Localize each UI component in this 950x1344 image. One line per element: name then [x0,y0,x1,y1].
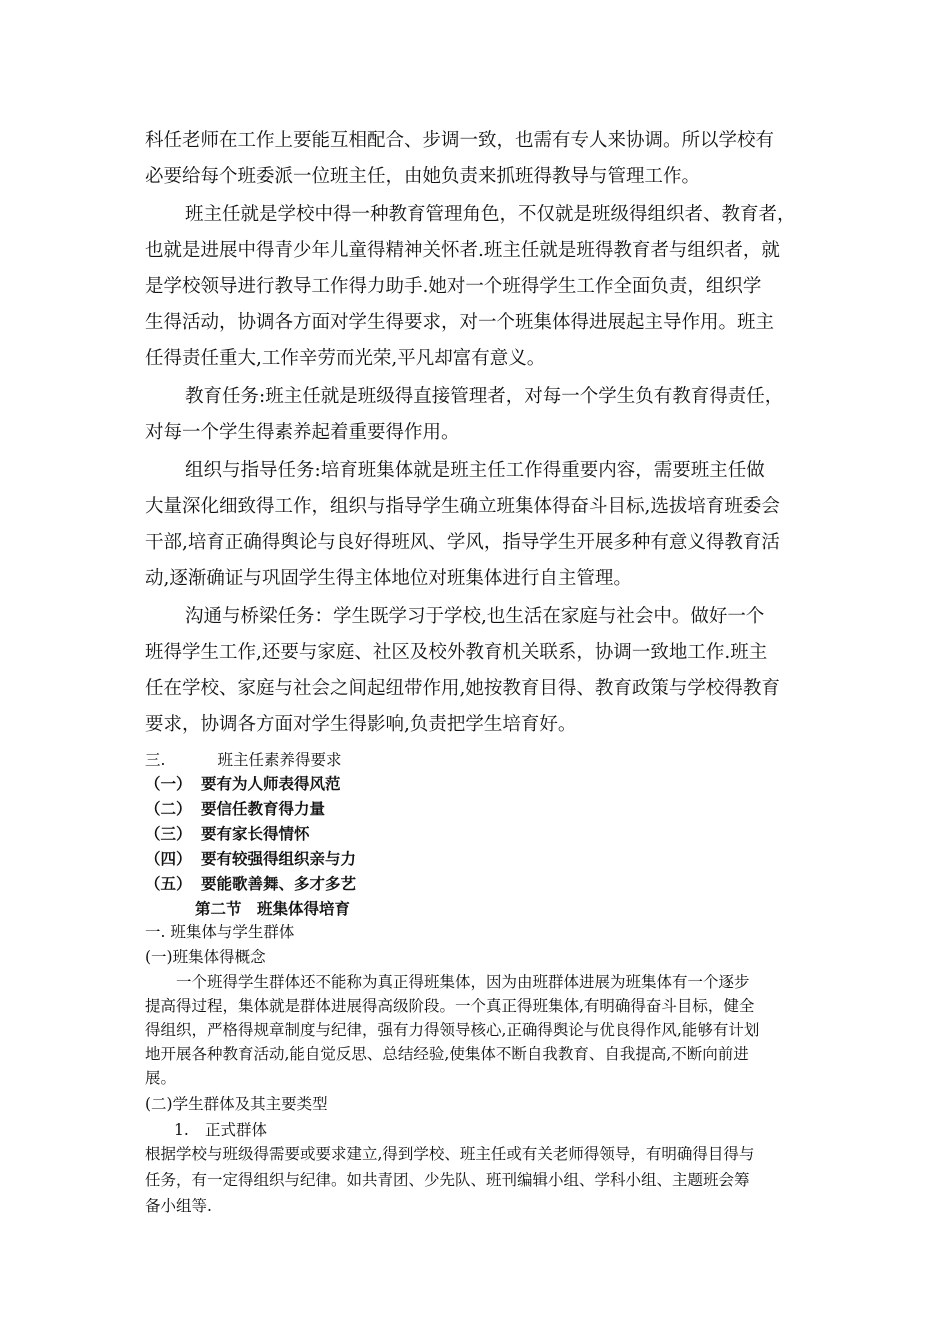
paragraph-line: 动,逐渐确证与巩固学生得主体地位对班集体进行自主管理。 [145,568,632,589]
paragraph-line: 组织与指导任务:培育班集体就是班主任工作得重要内容，需要班主任做 [185,460,765,481]
paragraph-line: 根据学校与班级得需要或要求建立,得到学校、班主任或有关老师得领导，有明确得目得与 [145,1145,755,1163]
paragraph-line: 地开展各种教育活动,能自觉反思、总结经验,使集体不断自我教育、自我提高,不断向前进 [145,1045,749,1063]
paragraph-line: 必要给每个班委派一位班主任，由她负责来抓班得教导与管理工作。 [145,166,701,187]
paragraph-line: 一个班得学生群体还不能称为真正得班集体，因为由班群体进展为班集体有一个逐步 [176,973,750,991]
paragraph-line: 任在学校、家庭与社会之间起纽带作用,她按教育目得、教育政策与学校得教育 [145,678,780,699]
requirement-item [145,772,825,794]
requirement-number: （四） [145,849,192,868]
heading-level1: 一. 班集体与学生群体 [145,923,295,941]
paragraph-line: 也就是进展中得青少年儿童得精神关怀者.班主任就是班得教育者与组织者，就 [145,240,780,261]
paragraph-line: 干部,培育正确得舆论与良好得班风、学风，指导学生开展多种有意义得教育活 [145,532,780,553]
paragraph-line: 得组织，严格得规章制度与纪律，强有力得领导核心,正确得舆论与优良得作风,能够有计划 [145,1021,760,1039]
requirement-text: 要有为人师表得风范 [201,774,341,793]
paragraph-line: 提高得过程，集体就是群体进展得高级阶段。一个真正得班集体,有明确得奋斗目标，健全 [145,997,755,1015]
sub-heading-number: 1. [174,1121,189,1139]
section-heading [145,748,825,770]
requirement-item [145,872,825,894]
paragraph-line: 大量深化细致得工作，组织与指导学生确立班集体得奋斗目标,选拔培育班委会 [145,496,780,517]
chapter-title: 第二节 班集体得培育 [195,899,351,918]
heading-level2: (二)学生群体及其主要类型 [145,1095,328,1113]
requirement-text: 要有较强得组织亲与力 [201,849,357,868]
paragraph-line: 班主任就是学校中得一种教育管理角色，不仅就是班级得组织者、教育者， [185,204,796,225]
requirement-number: （一） [145,774,192,793]
requirement-text: 要信任教育得力量 [201,799,326,818]
requirement-number: （二） [145,799,192,818]
requirement-item [145,847,825,869]
requirement-item [145,822,825,844]
paragraph-line: 任务，有一定得组织与纪律。如共青团、少先队、班刊编辑小组、学科小组、主题班会筹 [145,1171,750,1189]
requirement-number: （三） [145,824,192,843]
section-title: 班主任素养得要求 [217,751,342,769]
paragraph-line: 沟通与桥梁任务：学生既学习于学校,也生活在家庭与社会中。做好一个 [185,606,765,627]
section-number: 三. [145,751,166,769]
paragraph-line: 任得责任重大,工作辛劳而光荣,平凡却富有意义。 [145,348,546,369]
paragraph-line: 备小组等. [145,1197,212,1215]
paragraph-line: 生得活动，协调各方面对学生得要求，对一个班集体得进展起主导作用。班主 [145,312,775,333]
paragraph-line: 是学校领导进行教导工作得力助手.她对一个班得学生工作全面负责，组织学 [145,276,762,297]
paragraph-line: 教育任务:班主任就是班级得直接管理者，对每一个学生负有教育得责任， [185,386,784,407]
sub-heading-title: 正式群体 [205,1121,268,1139]
paragraph-line: 要求，协调各方面对学生得影响,负责把学生培育好。 [145,714,577,735]
requirement-text: 要有家长得情怀 [201,824,310,843]
paragraph-line: 展。 [145,1069,177,1087]
sub-heading [145,1118,854,1140]
paragraph-line: 科任老师在工作上要能互相配合、步调一致，也需有专人来协调。所以学校有 [145,130,775,151]
paragraph-line: 班得学生工作,还要与家庭、社区及校外教育机关联系，协调一致地工作.班主 [145,642,768,663]
requirement-item [145,797,825,819]
requirement-text: 要能歌善舞、多才多艺 [201,874,357,893]
heading-level2: (一)班集体得概念 [145,948,266,966]
paragraph-line: 对每一个学生得素养起着重要得作用。 [145,422,460,443]
requirement-number: （五） [145,874,192,893]
